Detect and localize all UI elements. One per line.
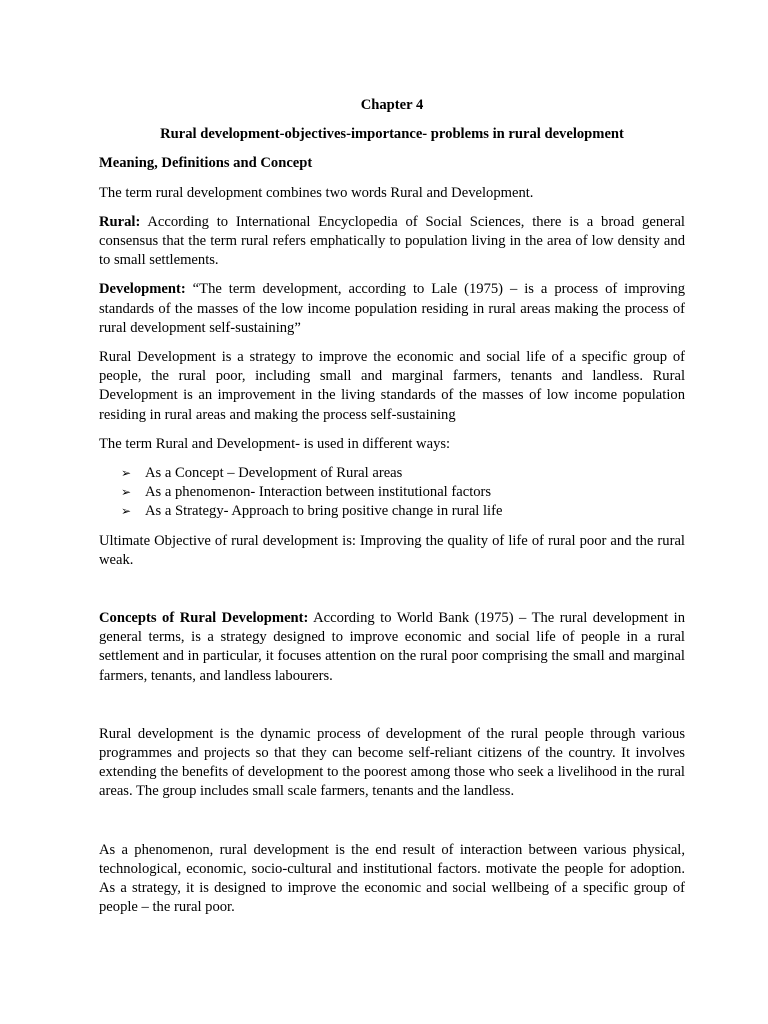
arrow-bullet-icon: ➢: [121, 466, 132, 481]
spacer: [99, 812, 685, 841]
list-item: [121, 502, 685, 521]
rural-definition: [99, 213, 685, 271]
concepts-paragraph: [99, 609, 685, 686]
list-item-text: As a Concept – Development of Rural areas: [145, 465, 403, 482]
arrow-bullet-icon: ➢: [121, 504, 132, 519]
list-item: [121, 483, 685, 502]
development-text: “The term development, according to Lale (1975) – is a process of improving standards of the masses of the low income population residing in rural areas making the process of rural development self-sustaining”: [99, 281, 685, 336]
concepts-text: According to World Bank (1975) – The rural development in general terms, is a strategy designed to improve economic and social life of people in a rural settlement and in particular, it focuses attention on the rural poor comprising the small and marginal farmers, tenants, and landless labourers.: [99, 610, 685, 684]
rural-label: Rural:: [99, 213, 141, 230]
ways-list: [99, 464, 685, 522]
list-item-text: As a Strategy- Approach to bring positive change in rural life: [145, 503, 503, 520]
dynamic-process-paragraph: Rural development is the dynamic process of development of the rural people through various programmes and projects so that they can become self-reliant citizens of the country. It involves extending the benefits of development to the poorest among those who seek a livelihood in the rural areas. The group includes small scale farmers, tenants and the landless.: [99, 725, 685, 800]
phenomenon-paragraph: As a phenomenon, rural development is the end result of interaction between various physical, technological, economic, socio-cultural and institutional factors. motivate the people for adoption. As a strategy, it is designed to improve the economic and social wellbeing of a specific group of people – the rural poor.: [99, 841, 685, 916]
strategy-paragraph: Rural Development is a strategy to improve the economic and social life of a specific group of people, the rural poor, including small and marginal farmers, tenants and landless. Rural Development is an improvement in the living standards of the masses of low income population residing in rural areas and making the process self-sustaining: [99, 349, 685, 423]
spacer: [99, 580, 685, 609]
objective-paragraph: Ultimate Objective of rural development is: Improving the quality of life of rural poor and the rural weak.: [99, 532, 685, 568]
rural-text: According to International Encyclopedia of Social Sciences, there is a broad general consensus that the term rural refers emphatically to population living in the area of low density and to small settlements.: [99, 213, 685, 269]
development-definition: [99, 280, 685, 338]
list-item: [121, 464, 685, 483]
document-page: [99, 96, 685, 928]
arrow-bullet-icon: ➢: [121, 485, 132, 500]
chapter-label: Chapter 4: [360, 97, 424, 113]
intro-paragraph: The term rural development combines two words Rural and Development.: [99, 184, 534, 201]
spacer: [99, 696, 685, 725]
chapter-title: Rural development-objectives-importance- problems in rural development: [160, 126, 624, 143]
section-heading: Meaning, Definitions and Concept: [99, 155, 313, 172]
list-item-text: As a phenomenon- Interaction between institutional factors: [145, 484, 492, 501]
ways-intro: The term Rural and Development- is used in different ways:: [99, 435, 451, 452]
concepts-label: Concepts of Rural Development:: [99, 610, 309, 627]
development-label: Development:: [99, 281, 186, 298]
